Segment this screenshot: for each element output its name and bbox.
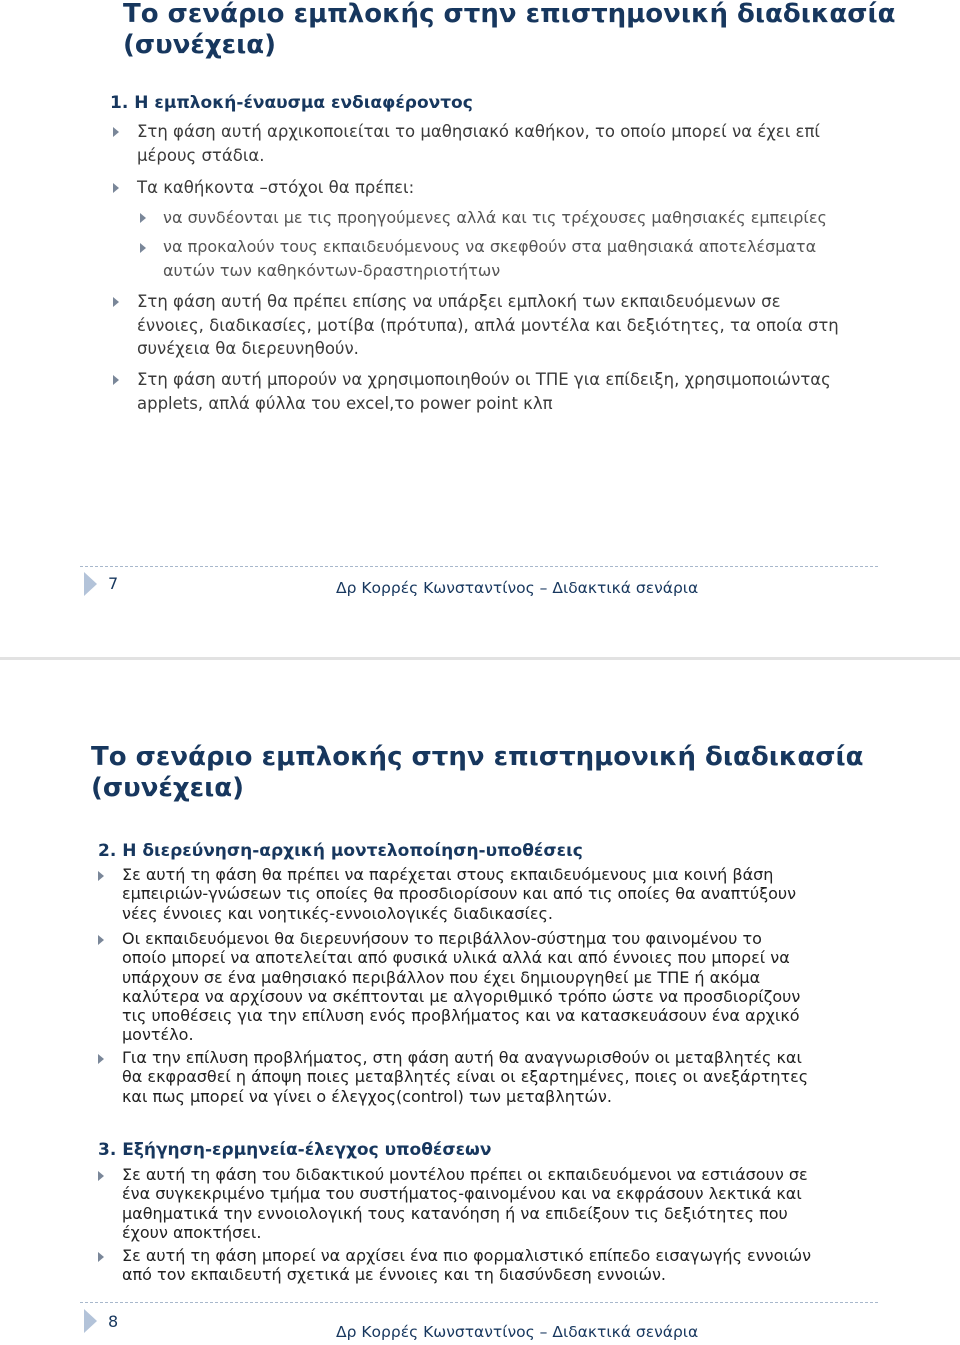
page-number: 8 (108, 1312, 119, 1331)
bullet-text: Σε αυτή τη φάση θα πρέπει να παρέχεται στους εκπαιδευόμενους μια κοινή βάση εμπειριών-γνώσεων τις οποίες θα προσδιορίσουν και από τις οποίες θα αναπτύξουν νέες έννοιες και νοητικές-εννοιολογικές διαδικασίες. (122, 865, 797, 923)
title-line-1: Το σενάριο εμπλοκής στην επιστημονική διαδικασία (91, 742, 864, 772)
footer-divider (80, 566, 878, 567)
section-heading: 2. Η διερεύνηση-αρχική μοντελοποίηση-υποθέσεις (98, 841, 583, 861)
bullet-arrow-icon (113, 375, 119, 385)
bullet-text: Σε αυτή τη φάση μπορεί να αρχίσει ένα πιο φορμαλιστικό επίπεδο εισαγωγής εννοιών από τον εκπαιδευτή σχετικά με έννοιες και τη διασύνδεση εννοιών. (122, 1246, 812, 1285)
bullet-arrow-icon (113, 127, 119, 137)
footer-divider (80, 1302, 878, 1303)
bullet-text: Οι εκπαιδευόμενοι θα διερευνήσουν το περιβάλλον-σύστημα του φαινομένου το οποίο μπορεί να αποτελείται από φυσικά υλικά αλλά και από έννοιες που μπορεί να υπάρχουν σε ένα μαθησιακό περιβάλλον που έχει δημιουργηθεί με ΤΠΕ ή ακόμα καλύτερα να αρχίσουν να σκέπτονται με αλγοριθμικό τρόπο ώστε να προσδιορίζουν τις υποθέσεις για την επίλυση ενός προβλήματος και να κατασκευάσουν ένα αρχικό μοντέλο. (122, 929, 801, 1045)
bullet-text: Τα καθήκοντα –στόχοι θα πρέπει: (137, 178, 415, 197)
bullet-text: Στη φάση αυτή αρχικοποιείται το μαθησιακό καθήκον, το οποίο μπορεί να έχει επί μέρους στάδια. (137, 122, 820, 165)
sub-bullet-arrow-icon (140, 243, 146, 253)
bullet-arrow-icon (98, 1171, 104, 1181)
section-heading: 3. Εξήγηση-ερμηνεία-έλεγχος υποθέσεων (98, 1140, 492, 1160)
slide-8 (0, 662, 960, 1345)
bullet-arrow-icon (113, 183, 119, 193)
slide-title (123, 0, 923, 61)
bullet-text: Σε αυτή τη φάση του διδακτικού μοντέλου πρέπει οι εκπαιδευόμενοι να εστιάσουν σε ένα συγκεκριμένο τμήμα του συστήματος-φαινομένου και να εκφράσουν λεκτικά και μαθηματικά την εννοιολογική τους κατανόηση ή να επιδείξουν τις δεξιότητες που έχουν αποκτήσει. (122, 1165, 808, 1242)
title-line-2: (συνέχεια) (123, 30, 276, 60)
bullet-arrow-icon (98, 935, 104, 945)
bullet-arrow-icon (98, 1252, 104, 1262)
sub-bullet-text: να προκαλούν τους εκπαιδευόμενους να σκεφθούν στα μαθησιακά αποτελέσματα αυτών των καθηκόντων-δραστηριοτήτων (163, 237, 817, 280)
sub-bullet-arrow-icon (140, 213, 146, 223)
footer-arrow-icon (84, 1309, 97, 1333)
footer-text: Δρ Κορρές Κωνσταντίνος – Διδακτικά σενάρια (336, 1323, 699, 1341)
bullet-text: Στη φάση αυτή θα πρέπει επίσης να υπάρξει εμπλοκή των εκπαιδευόμενων σε έννοιες, διαδικασίες, μοτίβα (πρότυπα), απλά μοντέλα και δεξιότητες, τα οποία στη συνέχεια θα διερευνηθούν. (137, 292, 839, 358)
bullet-arrow-icon (98, 1054, 104, 1064)
bullet-text: Στη φάση αυτή μπορούν να χρησιμοποιηθούν οι ΤΠΕ για επίδειξη, χρησιμοποιώντας applets, απλά φύλλα του excel,το power point κλπ (137, 370, 831, 413)
section-heading: 1. Η εμπλοκή-έναυσμα ενδιαφέροντος (110, 93, 473, 113)
title-line-2: (συνέχεια) (91, 773, 244, 803)
bullet-text: Για την επίλυση προβλήματος, στη φάση αυτή θα αναγνωρισθούν οι μεταβλητές και θα εκφρασθεί η άποψη ποιες μεταβλητές είναι οι εξαρτημένες, ποιες οι ανεξάρτητες και πως μπορεί να γίνει ο έλεγχος(control) των μεταβλητών. (122, 1048, 809, 1106)
title-line-1: Το σενάριο εμπλοκής στην επιστημονική διαδικασία (123, 0, 896, 29)
footer-arrow-icon (84, 572, 97, 596)
page-number: 7 (108, 574, 119, 593)
page-separator (0, 657, 960, 660)
bullet-arrow-icon (98, 871, 104, 881)
footer-text: Δρ Κορρές Κωνσταντίνος – Διδακτικά σενάρια (336, 579, 699, 597)
sub-bullet-text: να συνδέονται με τις προηγούμενες αλλά και τις τρέχουσες μαθησιακές εμπειρίες (163, 208, 827, 227)
slide-title (91, 742, 911, 804)
bullet-arrow-icon (113, 297, 119, 307)
slide-7 (0, 0, 960, 660)
